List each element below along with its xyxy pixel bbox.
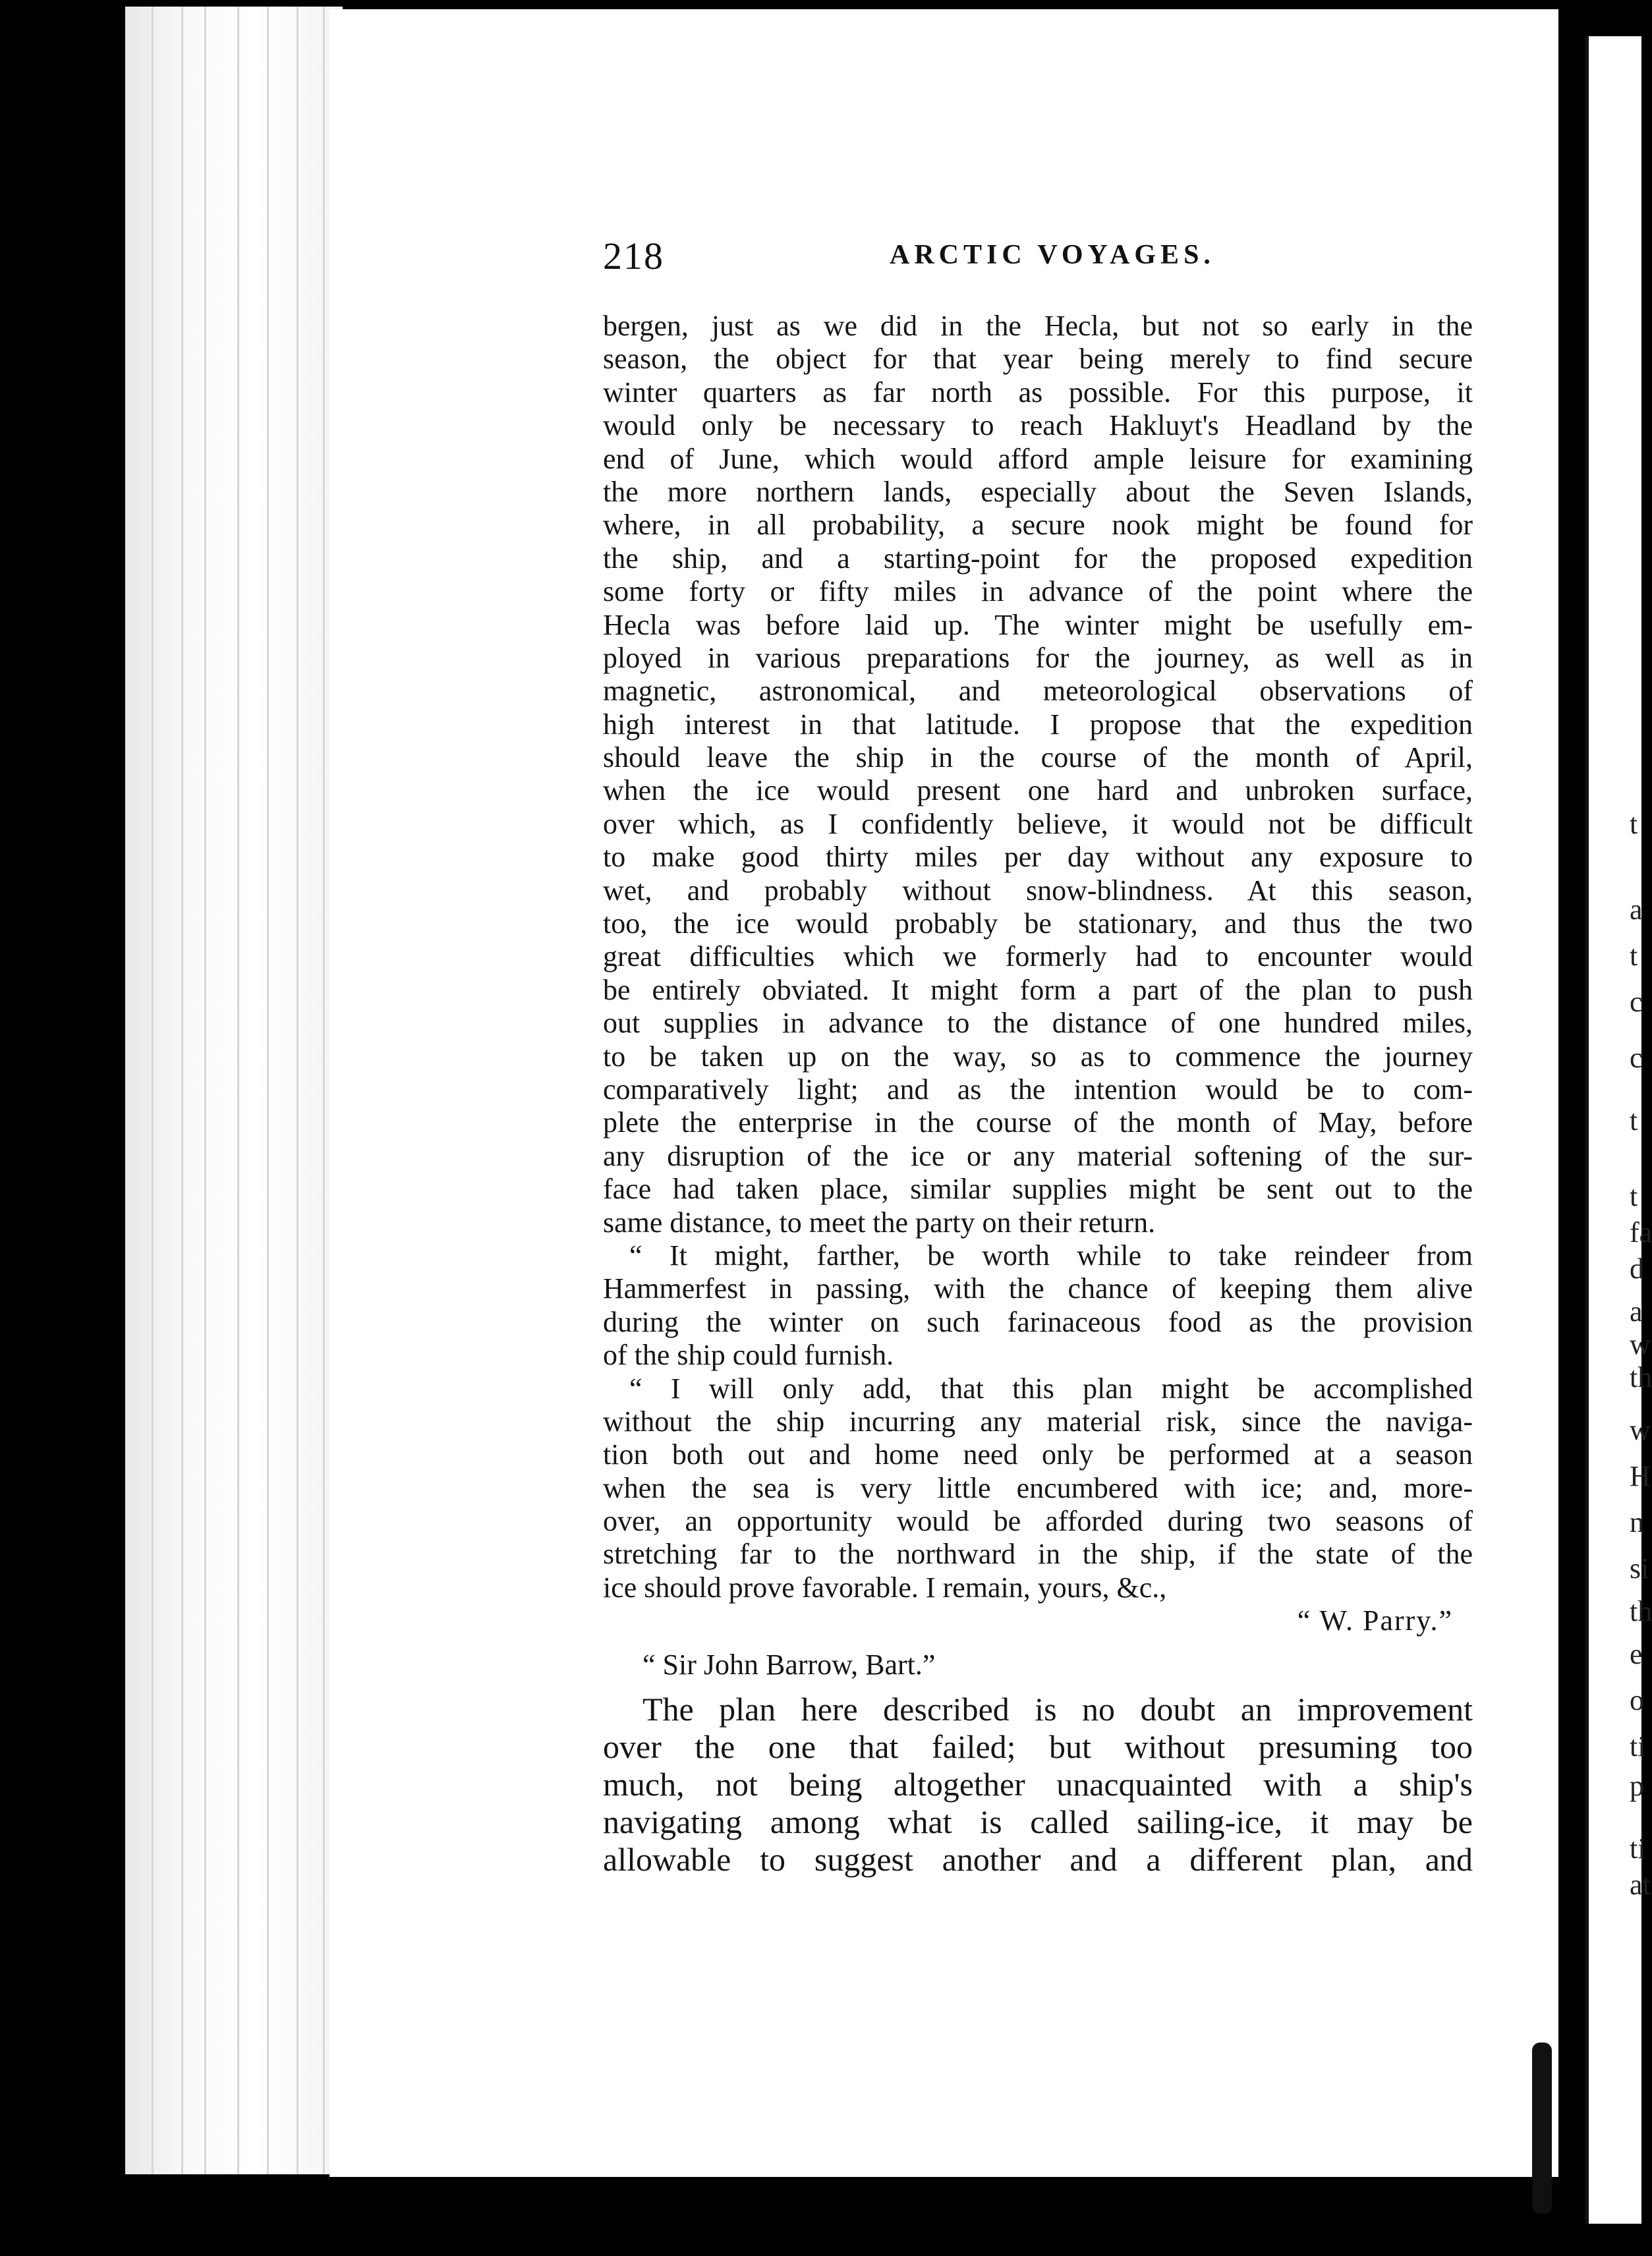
text-line: some forty or fifty miles in advance of the point where the: [603, 575, 1473, 608]
page-block-edge: [125, 7, 343, 2174]
leaf-line: [237, 7, 239, 2174]
facing-page-fragment: fa: [1630, 1216, 1652, 1249]
text-line: great difficulties which we formerly had to encounter would: [603, 940, 1473, 973]
text-line: over the one that failed; but without presuming too: [603, 1728, 1473, 1766]
text-line: season, the object for that year being merely to find secure: [603, 343, 1473, 376]
text-line: any disruption of the ice or any material softening of the sur-: [603, 1139, 1473, 1172]
text-line: ployed in various preparations for the journey, as well as in: [603, 641, 1473, 674]
facing-page-fragment: th: [1630, 1361, 1652, 1394]
text-line: the more northern lands, especially about the Seven Islands,: [603, 475, 1473, 508]
body-paragraph: [603, 1691, 1473, 1878]
facing-page-fragment: ti: [1630, 1832, 1646, 1865]
text-line: to make good thirty miles per day without any exposure to: [603, 841, 1473, 874]
facing-page-fragment: w: [1630, 1328, 1651, 1361]
letter-paragraph-1: [603, 310, 1473, 1239]
text-line: the ship, and a starting-point for the proposed expedition: [603, 542, 1473, 575]
text-line: over which, as I confidently believe, it would not be difficult: [603, 807, 1473, 840]
letter-paragraph-2: [603, 1239, 1473, 1372]
text-line: ice should prove favorable. I remain, yours, &c.,: [603, 1571, 1167, 1604]
text-line: magnetic, astronomical, and meteorological observations of: [603, 675, 1473, 708]
facing-page-fragment: p: [1630, 1770, 1644, 1802]
text-line: comparatively light; and as the intention would be to com-: [603, 1073, 1473, 1106]
text-line: allowable to suggest another and a different plan, and: [603, 1841, 1473, 1878]
leaf-line: [297, 7, 299, 2174]
text-line: be entirely obviated. It might form a part of the plan to push: [603, 973, 1473, 1006]
text-line: of the ship could furnish.: [603, 1339, 894, 1372]
facing-page-fragment: H: [1630, 1460, 1651, 1492]
text-line: where, in all probability, a secure nook might be found for: [603, 509, 1473, 542]
facing-page-fragment: a: [1630, 893, 1643, 926]
facing-page-fragment: t: [1630, 808, 1638, 840]
text-line: Hammerfest in passing, with the chance of keeping them alive: [603, 1272, 1473, 1305]
facing-page-fragment: d: [1630, 1253, 1644, 1285]
facing-page-fragment: ti: [1630, 1730, 1646, 1762]
facing-page-fragment: c: [1630, 1042, 1643, 1074]
text-line: bergen, just as we did in the Hecla, but not so early in the: [603, 310, 1473, 342]
running-head: ARCTIC VOYAGES.: [890, 240, 1215, 270]
text-line: wet, and probably without snow-blindness. At this season,: [603, 874, 1473, 907]
text-line: “ It might, farther, be worth while to take reindeer from: [629, 1239, 1473, 1272]
facing-page-fragment: n: [1630, 1506, 1644, 1538]
text-line: The plan here described is no doubt an improvement: [642, 1691, 1473, 1728]
page-text: [603, 310, 1473, 1878]
facing-page-fragment: a: [1630, 1295, 1643, 1328]
facing-page-fragment: t: [1630, 1180, 1638, 1212]
text-line: face had taken place, similar supplies might be sent out to the: [603, 1173, 1473, 1206]
text-line: out supplies in advance to the distance of one hundred miles,: [603, 1007, 1473, 1040]
text-line: plete the enterprise in the course of the month of May, before: [603, 1106, 1473, 1139]
text-line: much, not being altogether unacquainted with a ship's: [603, 1766, 1473, 1803]
text-line: would only be necessary to reach Hakluyt's Headland by the: [603, 409, 1473, 442]
leaf-line: [181, 7, 183, 2174]
leaf-line: [204, 7, 206, 2174]
facing-page-fragment: at: [1630, 1869, 1651, 1901]
gutter-shadow: [1532, 2043, 1552, 2214]
facing-page-fragment: c: [1630, 986, 1643, 1018]
letter-paragraph-3: [603, 1372, 1473, 1605]
text-line: without the ship incurring any material risk, since the naviga-: [603, 1405, 1473, 1438]
facing-page-fragment: t: [1630, 1104, 1638, 1137]
facing-page-edge: [1585, 36, 1652, 2224]
text-line: during the winter on such farinaceous food as the provision: [603, 1305, 1473, 1338]
signature: “ W. Parry.”: [1297, 1604, 1453, 1637]
text-line: should leave the ship in the course of the month of April,: [603, 741, 1473, 774]
leaf-line: [267, 7, 269, 2174]
facing-page-fragment: e: [1630, 1638, 1643, 1670]
facing-page-fragment: si: [1630, 1552, 1649, 1585]
text-line: end of June, which would afford ample leisure for examining: [603, 442, 1473, 475]
text-line: over, an opportunity would be afforded during two seasons of: [603, 1505, 1473, 1538]
text-line: “ I will only add, that this plan might be accomplished: [629, 1372, 1473, 1405]
leaf-line: [323, 7, 325, 2174]
text-line: stretching far to the northward in the ship, if the state of the: [603, 1538, 1473, 1571]
text-line: tion both out and home need only be performed at a season: [603, 1438, 1473, 1471]
facing-page-fragment: t: [1630, 940, 1638, 972]
page-number: 218: [603, 235, 664, 277]
leaf-line: [152, 7, 154, 2174]
text-line: when the sea is very little encumbered with ice; and, more-: [603, 1471, 1473, 1504]
facing-page-fragment: th: [1630, 1595, 1652, 1627]
text-line: high interest in that latitude. I propose that the expedition: [603, 708, 1473, 741]
facing-page-fragment: o: [1630, 1684, 1644, 1716]
addressee: “ Sir John Barrow, Bart.”: [642, 1648, 936, 1681]
text-line: Hecla was before laid up. The winter might be usefully em-: [603, 608, 1473, 641]
facing-page-fragment: w: [1630, 1414, 1651, 1446]
page-header: [603, 234, 1499, 280]
text-line: to be taken up on the way, so as to commence the journey: [603, 1040, 1473, 1073]
text-line: when the ice would present one hard and unbroken surface,: [603, 774, 1473, 807]
text-line: winter quarters as far north as possible. For this purpose, it: [603, 376, 1473, 409]
text-line: navigating among what is called sailing-ice, it may be: [603, 1803, 1473, 1841]
text-line: same distance, to meet the party on their return.: [603, 1206, 1156, 1239]
text-line: too, the ice would probably be stationary, and thus the two: [603, 907, 1473, 940]
